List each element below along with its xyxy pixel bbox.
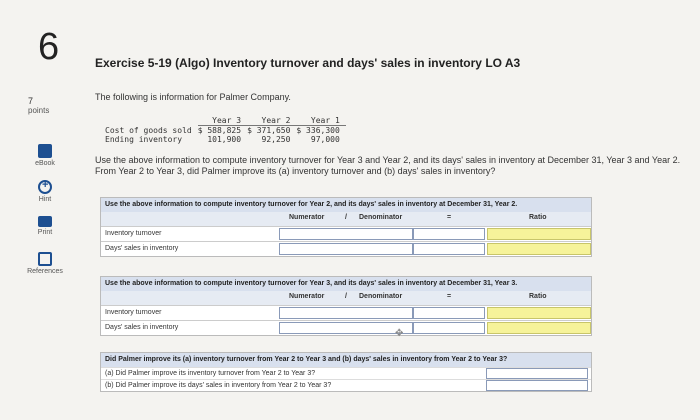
print-label: Print	[37, 229, 53, 236]
hint-button[interactable]	[22, 180, 68, 203]
ebook-icon	[38, 144, 52, 158]
panel-heading: Use the above information to compute inventory turnover for Year 3, and its days' sales in inventory at December 31, Year 3.	[101, 277, 591, 291]
inventory-turnover-row	[101, 305, 591, 320]
financial-data-table	[105, 116, 346, 144]
row-label: Cost of goods sold	[105, 125, 192, 135]
ebook-button[interactable]	[22, 144, 68, 167]
cell-value: 101,900	[207, 135, 242, 144]
improve-turnover-row	[101, 367, 591, 379]
denominator-header: Denominator	[359, 293, 403, 300]
days-sales-row	[101, 320, 591, 335]
references-label: References	[27, 268, 63, 275]
row-label: (b) Did Palmer improve its days' sales in inventory from Year 2 to Year 3?	[105, 382, 332, 389]
cell-value: 92,250	[261, 135, 291, 144]
improve-turnover-answer[interactable]	[486, 368, 588, 379]
ratio-output	[487, 228, 591, 240]
row-label: Inventory turnover	[105, 309, 162, 316]
print-icon	[38, 216, 52, 227]
ebook-label: eBook	[35, 160, 55, 167]
slash-symbol: /	[345, 214, 347, 221]
points-indicator	[28, 96, 49, 116]
hint-label: Hint	[38, 196, 52, 203]
row-label: Ending inventory	[105, 135, 183, 144]
row-label: Days' sales in inventory	[105, 324, 179, 331]
numerator-input[interactable]	[279, 322, 413, 334]
row-label: Days' sales in inventory	[105, 245, 179, 252]
numerator-input[interactable]	[279, 228, 413, 240]
year2-panel	[100, 197, 592, 257]
numerator-input[interactable]	[279, 243, 413, 255]
question-number: 6	[38, 26, 60, 68]
numerator-header: Numerator	[289, 214, 325, 221]
improvement-panel	[100, 352, 592, 392]
equals-symbol: =	[447, 293, 452, 300]
row-label: (a) Did Palmer improve its inventory turnover from Year 2 to Year 3?	[105, 370, 316, 377]
ratio-output	[487, 243, 591, 255]
instructions-text: Use the above information to compute inventory turnover for Year 3 and Year 2, and its days' sales in inventory at December 31, Year 3 and Year 2. From Year 2 to Year 3, did Palmer improve its (a) inventory turnover and (b) days' sales in inventory?	[95, 155, 681, 176]
column-headers	[101, 291, 591, 305]
panel-heading: Did Palmer improve its (a) inventory turnover from Year 2 to Year 3 and (b) days' sales in inventory from Year 2 to Year 3?	[101, 353, 591, 367]
exercise-title: Exercise 5-19 (Algo) Inventory turnover and days' sales in inventory LO A3	[95, 56, 521, 70]
ratio-header: Ratio	[529, 293, 547, 300]
references-icon	[38, 252, 52, 266]
denominator-input[interactable]	[413, 322, 485, 334]
cell-value: $ 371,650	[247, 126, 291, 135]
col-header: Year 2	[247, 116, 296, 126]
cell-value: $ 588,825	[197, 126, 242, 135]
denominator-header: Denominator	[359, 214, 403, 221]
equals-symbol: =	[447, 214, 452, 221]
intro-text: The following is information for Palmer Company.	[95, 92, 291, 102]
points-label: points	[28, 106, 50, 115]
inventory-turnover-row	[101, 226, 591, 241]
denominator-input[interactable]	[413, 243, 485, 255]
hint-icon	[38, 180, 52, 194]
print-button[interactable]	[22, 216, 68, 236]
column-headers	[101, 212, 591, 226]
cursor-move-icon: ✥	[395, 328, 404, 339]
slash-symbol: /	[345, 293, 347, 300]
ratio-header: Ratio	[529, 214, 547, 221]
year3-panel	[100, 276, 592, 336]
panel-heading: Use the above information to compute inventory turnover for Year 2, and its days' sales in inventory at December 31, Year 2.	[101, 198, 591, 212]
numerator-input[interactable]	[279, 307, 413, 319]
improve-days-answer[interactable]	[486, 380, 588, 391]
ratio-output	[487, 322, 591, 334]
col-header: Year 1	[296, 116, 345, 126]
row-label: Inventory turnover	[105, 230, 162, 237]
references-button[interactable]	[22, 252, 68, 275]
cell-value: 97,000	[310, 135, 340, 144]
numerator-header: Numerator	[289, 293, 325, 300]
cell-value: $ 336,300	[296, 126, 340, 135]
points-value: 7	[28, 96, 34, 106]
ratio-output	[487, 307, 591, 319]
denominator-input[interactable]	[413, 307, 485, 319]
days-sales-row	[101, 241, 591, 256]
col-header: Year 3	[198, 116, 247, 126]
improve-days-row	[101, 379, 591, 391]
denominator-input[interactable]	[413, 228, 485, 240]
